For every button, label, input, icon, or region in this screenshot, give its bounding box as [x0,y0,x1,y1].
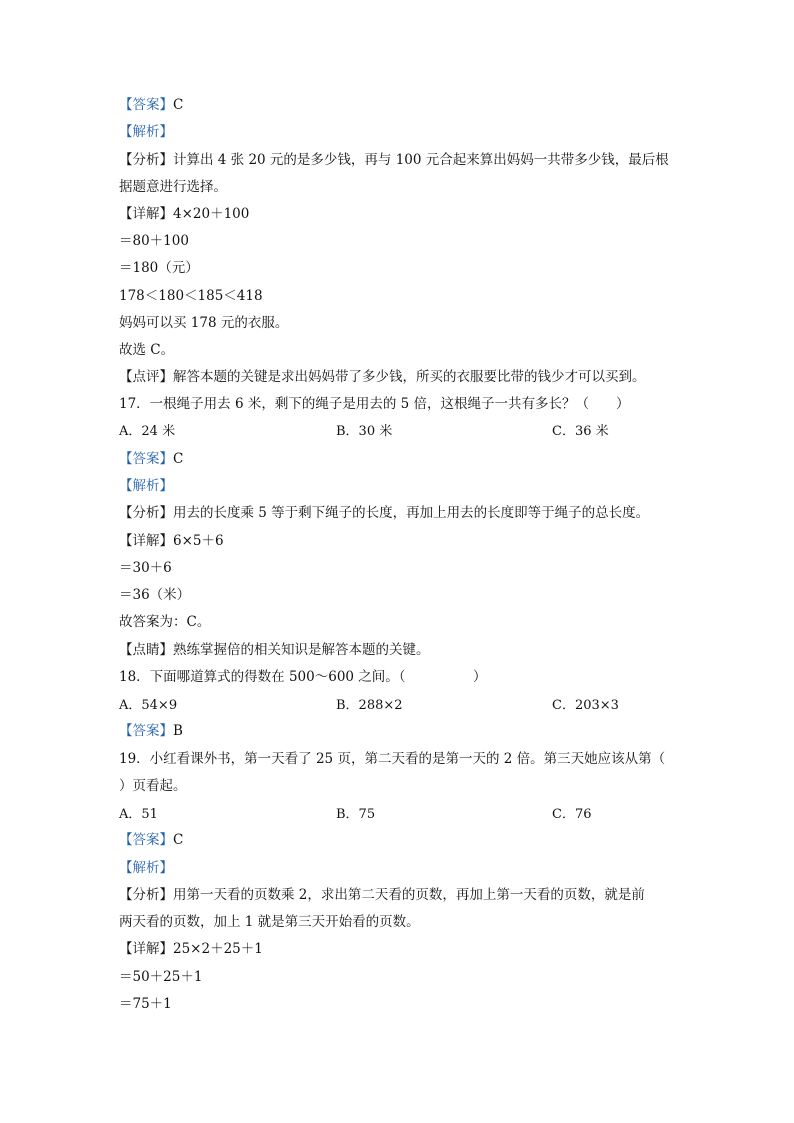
calc-step: ＝75＋1 [119,996,172,1012]
analysis-heading [119,123,173,141]
question-19-continued: ）页看起。 [119,778,187,794]
fenxi-line-continued [119,178,227,196]
calc-step: ＝30＋6 [119,560,172,576]
calc-step: 故答案为：C。 [119,614,211,630]
option-c: C．36 米 [552,424,609,439]
answer-tag: 【答案】 [119,723,173,739]
answer-line [119,831,183,849]
fenxi-text: 用去的长度乘 5 等于剩下绳子的长度，再加上用去的长度即等于绳子的总长度。 [173,505,650,521]
question-18: 18．下面哪道算式的得数在 500～600 之间。（ ） [119,669,487,685]
xiangjie-tag: 【详解】 [119,533,173,549]
dianjing-text: 熟练掌握倍的相关知识是解答本题的关键。 [173,642,430,658]
fenxi-tag: 【分析】 [119,887,173,903]
fenxi-tag: 【分析】 [119,505,173,521]
calc-step: 178＜180＜185＜418 [119,288,263,304]
option-a: A．54×9 [119,698,178,713]
answer-line [119,96,183,114]
xiangjie-line [119,532,224,550]
calc-step: ＝36（米） [119,587,191,603]
question-17: 17．一根绳子用去 6 米，剩下的绳子是用去的 5 倍，这根绳子一共有多长？（ ） [119,396,630,412]
xiangjie-tag: 【详解】 [119,941,173,957]
dianping-text: 解答本题的关键是求出妈妈带了多少钱，所买的衣服要比带的钱少才可以买到。 [173,369,646,385]
analysis-tag: 【解析】 [119,860,173,876]
dianping-line [119,368,646,386]
option-a: A．24 米 [119,424,176,439]
calc-step: 6×5＋6 [173,533,224,549]
calc-step: ＝50＋25＋1 [119,969,203,985]
calc-step: 4×20＋100 [173,206,250,222]
fenxi-text: 据题意进行选择。 [119,179,227,195]
question-19: 19．小红看课外书，第一天看了 25 页，第二天看的是第一天的 2 倍。第三天她应该从第（ [119,751,666,767]
option-b: B．30 米 [336,424,393,439]
option-b: B．75 [336,807,376,822]
option-c: C．76 [552,807,592,822]
fenxi-line [119,504,649,522]
option-a: A．51 [119,807,158,822]
analysis-heading [119,859,173,877]
xiangjie-line [119,205,249,223]
answer-line [119,450,183,468]
answer-tag: 【答案】 [119,832,173,848]
answer-tag: 【答案】 [119,451,173,467]
calc-step: ＝80＋100 [119,233,189,249]
answer-value: B [173,723,183,739]
xiangjie-tag: 【详解】 [119,206,173,222]
calc-step: 25×2＋25＋1 [173,941,263,957]
xiangjie-line [119,940,263,958]
analysis-tag: 【解析】 [119,478,173,494]
fenxi-text: 两天看的页数，加上 1 就是第三天开始看的页数。 [119,914,420,930]
fenxi-text: 计算出 4 张 20 元的是多少钱，再与 100 元合起来算出妈妈一共带多少钱，最后根 [173,152,669,168]
fenxi-line [119,151,669,169]
fenxi-tag: 【分析】 [119,152,173,168]
fenxi-line [119,886,645,904]
answer-line [119,722,183,740]
dianjing-tag: 【点睛】 [119,642,173,658]
option-b: B．288×2 [336,698,403,713]
fenxi-text: 用第一天看的页数乘 2，求出第二天看的页数，再加上第一天看的页数，就是前 [173,887,645,903]
dianping-tag: 【点评】 [119,369,173,385]
calc-step: ＝180（元） [119,260,199,276]
option-c: C．203×3 [552,698,619,713]
answer-value: C [173,97,184,113]
answer-value: C [173,451,184,467]
calc-step: 故选 C。 [119,342,175,358]
calc-step: 妈妈可以买 178 元的衣服。 [119,315,289,331]
fenxi-line-continued [119,913,420,931]
dianjing-line [119,641,430,659]
answer-tag: 【答案】 [119,97,173,113]
answer-value: C [173,832,184,848]
analysis-heading [119,477,173,495]
analysis-tag: 【解析】 [119,124,173,140]
